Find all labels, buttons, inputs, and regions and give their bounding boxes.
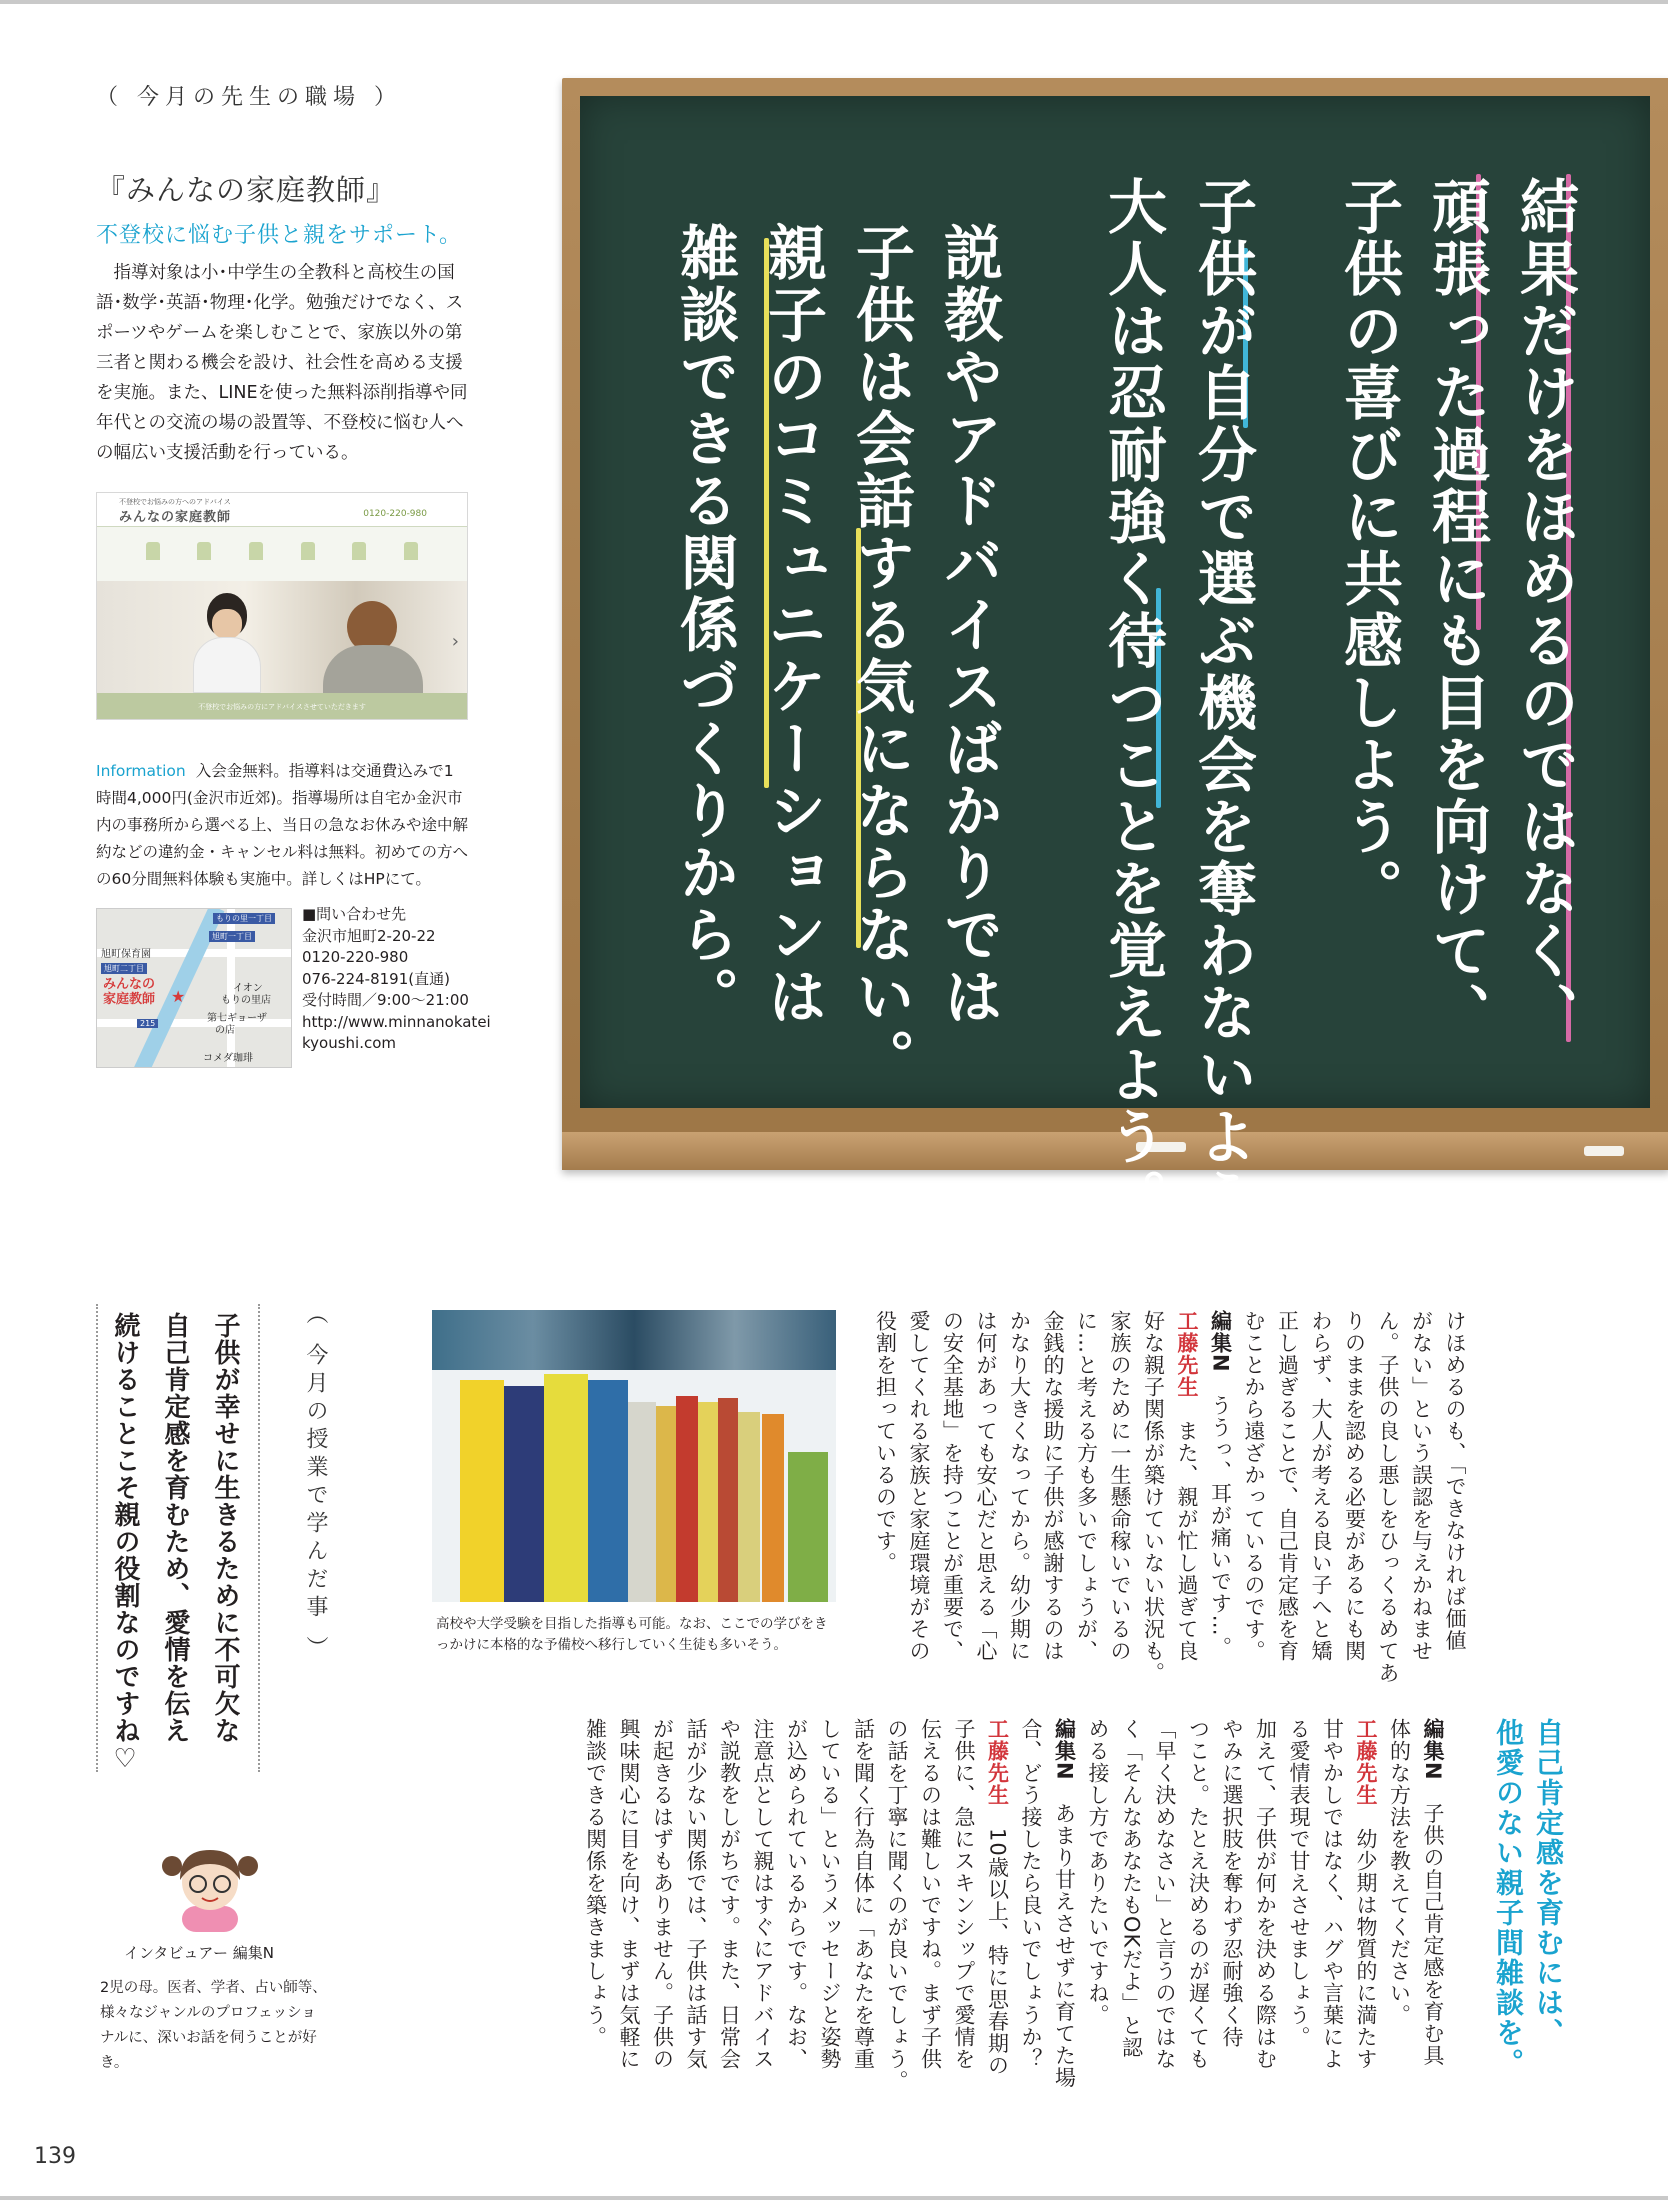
board-line: 結果だけをほめるのではなく、: [1510, 176, 1579, 1044]
article-line: [980, 1718, 1014, 2092]
shelf-background: [432, 1310, 836, 1370]
map-label: 旭町保育園: [101, 949, 151, 960]
interviewer-name: インタビュアー 編集N: [124, 1944, 274, 1962]
article-text: 幼少期は物質的に満たす: [1354, 1828, 1378, 2070]
bookshelf-photo: [432, 1310, 836, 1602]
book: [738, 1412, 760, 1602]
article-line: の安全基地」を持つことが重要で、: [940, 1310, 965, 1662]
contact-address: 金沢市旭町2-20-22: [302, 926, 436, 945]
access-map: [96, 908, 292, 1068]
book: [504, 1386, 544, 1602]
website-logo: みんなの家庭教師: [119, 510, 232, 525]
article-line: が込められているからです。なお、: [784, 1718, 809, 2070]
book: [544, 1374, 588, 1602]
lesson-box: [96, 1304, 260, 1775]
article-line: [1416, 1718, 1450, 2092]
website-screenshot: [96, 492, 468, 720]
article-text: 子供の自己肯定感を育む具: [1421, 1802, 1445, 2067]
contact-block: [302, 904, 502, 1055]
location-star-icon: ★: [171, 987, 186, 1006]
contact-url: kyoushi.com: [302, 1034, 397, 1052]
article-text: ううっ、耳が痛いです…。: [1208, 1394, 1233, 1659]
article-line: やみに選択肢を奪わず忍耐強く待: [1220, 1718, 1244, 2048]
map-brand-line: 家庭教師: [103, 992, 156, 1007]
information-label: Information: [96, 762, 186, 780]
article-line: ん。子供の良し悪しをひっくるめてあ: [1376, 1310, 1400, 1684]
book: [628, 1402, 656, 1602]
nav-icon: [301, 542, 315, 560]
board-line: 大人は忍耐強く待つことを覚えよう。: [1098, 176, 1167, 1230]
article-line: 「早く決めなさい」と言うのではな: [1153, 1718, 1177, 2070]
book: [698, 1402, 718, 1602]
map-label: もりの里店: [221, 995, 271, 1006]
top-rule: [0, 0, 1668, 4]
speaker-label: 工藤先生: [1354, 1718, 1378, 1806]
article-line: 金銭的な援助に子供が感謝するのは: [1041, 1310, 1065, 1662]
website-small-logo: 不登校でお悩みの方へのアドバイス: [119, 498, 231, 506]
service-name: 『みんなの家庭教師』: [96, 173, 397, 207]
article-line: 愛してくれる家族と家庭環境がその: [907, 1310, 931, 1662]
home-icon: [146, 542, 160, 560]
lesson-line: 続けることこそ親の役割なのですね♡: [110, 1312, 140, 1775]
nav-icon: [249, 542, 263, 560]
interviewer-description: 2児の母。医者、学者、占い師等、様々なジャンルのプロフェッショナルに、深いお話を伺うことが好き。: [100, 1980, 327, 2071]
article-line: 話を聞く行為自体に「あなたを尊重: [851, 1718, 876, 2070]
lesson-heading: （ 今月の授業で学んだ事 ）: [303, 1302, 328, 1664]
book: [718, 1398, 738, 1602]
map-badge: 旭町一丁目: [209, 931, 255, 942]
map-badge: 215: [137, 1019, 158, 1028]
map-brand-line: みんなの: [103, 977, 156, 992]
contact-direct: 076-224-8191(直通): [302, 969, 450, 988]
book: [656, 1406, 676, 1602]
lesson-line: 子供が幸せに生きるために不可欠な: [210, 1312, 240, 1744]
article-line: は何があっても安心だと思える「心: [974, 1310, 998, 1662]
article-line: める接し方でありたいですね。: [1086, 1718, 1110, 2026]
book: [762, 1414, 784, 1602]
website-footer: 不登校でお悩みの方にアドバイスさせていただきます: [97, 693, 467, 720]
speaker-label: 編集N: [1421, 1718, 1445, 1781]
article-line: 甘やかしではなく、ハグや言葉によ: [1320, 1718, 1345, 2070]
article-line: [1047, 1718, 1081, 2092]
book: [788, 1452, 828, 1602]
speaker-label: 編集N: [1052, 1718, 1077, 1781]
avatar-bun: [238, 1856, 258, 1876]
article-text: 10歳以上、特に思春期の: [985, 1828, 1010, 2077]
map-label: コメダ珈琲: [203, 1053, 253, 1064]
nav-icon: [197, 542, 211, 560]
lesson-text: [100, 1312, 250, 1775]
photo-caption: 高校や大学受験を目指した指導も可能。なお、ここでの学びをきっかけに本格的な予備校へ移行していく生徒も多いそう。: [436, 1616, 828, 1653]
book: [588, 1380, 628, 1602]
headline-line: 他愛のない親子間雑談を。: [1492, 1718, 1525, 2078]
contact-hours: 受付時間／9:00～21:00: [302, 991, 469, 1009]
article-top: [868, 1310, 1471, 1684]
lesson-line: 自己肯定感を育むため、愛情を伝え: [160, 1312, 190, 1744]
article-line: 役割を担っているのです。: [873, 1310, 898, 1574]
article-line: 体的な方法を教えてください。: [1387, 1718, 1412, 2026]
board-line: 親子のコミュニケーションは: [758, 222, 827, 1028]
article-line: 好な親子関係が築けていない状況も。: [1141, 1310, 1166, 1684]
map-label: イオン: [233, 983, 263, 994]
board-line: 雑談できる関係づくりから。: [670, 222, 739, 1028]
information-text: [96, 758, 468, 893]
section-heading: （ 今月の先生の職場 ）: [96, 85, 402, 110]
article-line: る愛情表現で甘えさせましょう。: [1287, 1718, 1311, 2048]
article-line: 子供に、急にスキンシップで愛情を: [952, 1718, 976, 2070]
contact-url: http://www.minnanokatei: [302, 1012, 491, 1031]
parent-figure: [317, 601, 427, 693]
article-line: の話を丁寧に聞くのが良いでしょう。: [885, 1718, 909, 2092]
website-nav: [97, 529, 467, 573]
tutor-figure: [187, 593, 267, 693]
contact-freedial: 0120-220-980: [302, 948, 409, 966]
article-text: あまり甘えさせずに育てた場: [1052, 1802, 1077, 2089]
information-body: 入会金無料。指導料は交通費込みで1時間4,000円(金沢市近郊)。指導場所は自宅か金沢市内の事務所から選べる上、当日の急なお休みや途中解約などの違約金・キャンセル料は無料。初めての方への60分間無料体験も実施中。詳しくはHPにて。: [96, 762, 469, 888]
article-line: [1203, 1310, 1237, 1684]
article-line: むことから遠ざかっているのです。: [1242, 1310, 1266, 1662]
article-line: 家族のために一生懸命稼いでいるの: [1108, 1310, 1132, 1662]
board-line: 子供が自分で選ぶ機会を奪わないよう、: [1188, 176, 1257, 1292]
article-line: 話が少ない関係では、子供は話す気: [684, 1718, 708, 2070]
bottom-rule: [0, 2196, 1668, 2200]
board-line: 説教やアドバイスばかりでは: [934, 222, 1003, 1028]
headline-line: 自己肯定感を育むには、: [1532, 1718, 1565, 2048]
article-line: 正し過ぎることで、自己肯定感を育: [1275, 1310, 1300, 1662]
article-text: また、親が忙し過ぎて良: [1175, 1420, 1199, 1662]
page-number: 139: [34, 2144, 76, 2169]
board-line: 頑張った過程にも目を向けて、: [1422, 176, 1491, 1044]
article-line: [1170, 1310, 1204, 1684]
map-brand: [103, 977, 155, 1007]
map-badge: もりの里一丁目: [213, 913, 275, 924]
avatar-bun: [162, 1856, 182, 1876]
website-phone: 0120-220-980: [363, 509, 427, 519]
tutoring-photo: [97, 581, 467, 693]
article-line: に…と考える方も多いでしょうが、: [1074, 1310, 1099, 1662]
article-bottom: [578, 1718, 1449, 2092]
article-line: 合、どう接したら良いでしょうか？: [1019, 1718, 1043, 2070]
map-label: の店: [215, 1025, 235, 1036]
article-line: 注意点として親はすぐにアドバイス: [751, 1718, 775, 2070]
article-line: 伝えるのは難しいですね。まず子供: [918, 1718, 943, 2070]
website-header: [97, 493, 467, 527]
chevron-right-icon: ›: [451, 631, 459, 652]
article-line: 加えて、子供が何かを決める際はむ: [1253, 1718, 1278, 2070]
article-line: がない」という誤認を与えかねませ: [1409, 1310, 1434, 1662]
speaker-label: 編集N: [1208, 1310, 1233, 1373]
interviewer-avatar: [150, 1836, 270, 1932]
service-tagline: 不登校に悩む子供と親をサポート。: [96, 223, 463, 248]
article-line: わらず、大人が考える良い子へと矯: [1309, 1310, 1333, 1662]
article-line: が起きるはずもありません。子供の: [650, 1718, 675, 2070]
article-line: かなり大きくなってから。幼少期に: [1007, 1310, 1032, 1662]
book: [676, 1396, 698, 1602]
chalk-icon: [1584, 1146, 1624, 1156]
book: [460, 1380, 504, 1602]
article-line: している」というメッセージと姿勢: [818, 1718, 842, 2070]
map-label: 第七ギョーザ: [207, 1013, 267, 1024]
map-badge: 旭町二丁目: [101, 963, 147, 974]
article-line: く「そんなあなたもOKだよ」と認: [1119, 1718, 1144, 2059]
speaker-label: 工藤先生: [1175, 1310, 1199, 1398]
speaker-label: 工藤先生: [985, 1718, 1010, 1806]
nav-icon: [404, 542, 418, 560]
article-line: や説教をしがちです。また、日常会: [717, 1718, 742, 2070]
board-line: 子供は会話する気にならない。: [846, 222, 915, 1090]
article-headline: [1488, 1718, 1568, 2078]
article-line: [1349, 1718, 1383, 2092]
article-line: けほめるのも、「できなければ価値: [1443, 1310, 1467, 1652]
article-line: 興味関心に目を向け、まずは気軽に: [617, 1718, 641, 2070]
article-line: 雑談できる関係を築きましょう。: [583, 1718, 608, 2048]
article-line: りのままを認める必要があるにも関: [1342, 1310, 1367, 1662]
service-description: 指導対象は小･中学生の全教科と高校生の国語･数学･英語･物理･化学。勉強だけでなく、スポーツやゲームを楽しむことで、家族以外の第三者と関わる機会を設け、社会性を高める支援を実施。また、LINEを使った無料添削指導や同年代との交流の場の設置等、不登校に悩む人への幅広い支援活動を行っている。: [96, 263, 468, 463]
board-line: 子供の喜びに共感しよう。: [1334, 176, 1403, 920]
article-line: つこと。たとえ決めるのが遅くても: [1186, 1718, 1211, 2070]
contact-title: ■問い合わせ先: [302, 905, 407, 923]
nav-icon: [352, 542, 366, 560]
